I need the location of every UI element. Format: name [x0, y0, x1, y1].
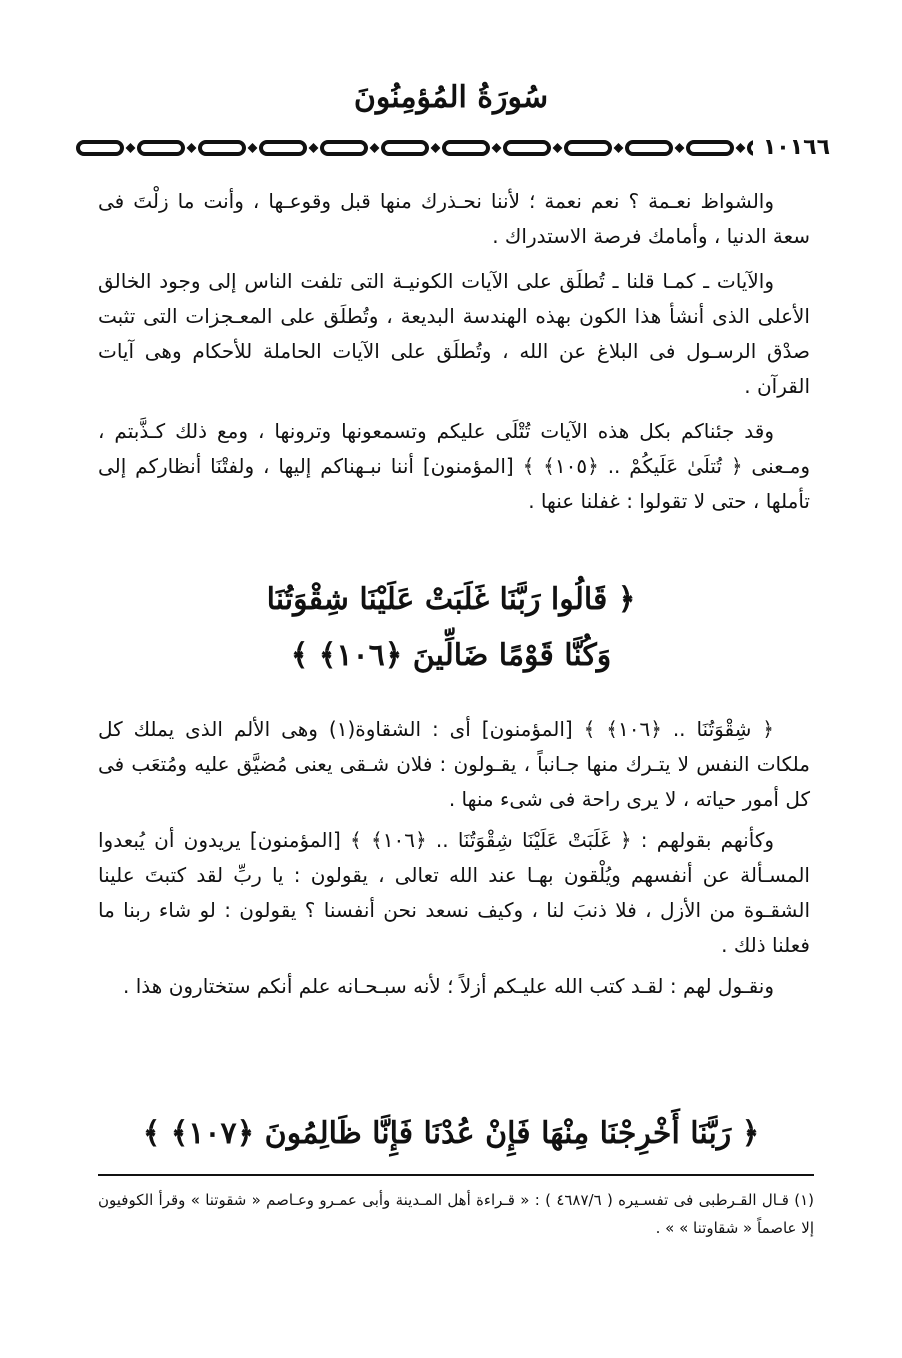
chain-diamond [553, 143, 563, 153]
decorative-header-band [72, 130, 840, 166]
chain-link [566, 142, 610, 154]
paragraph-3: وقد جئناكم بكل هذه الآيات تُتْلَى عليكم وتسمعونها وترونها ، ومع ذلك كـذَّبتم ، ومـعنى ﴿ تُتلَىٰ عَلَيكُمْ .. ﴿١٠٥﴾ ﴾ [المؤمنون] أننا نبـهناكم إليها ، ولفتْنَا أنظاركم إلى تأملها ، حتى لا تقولوا : غفلنا عنها . [98, 419, 810, 513]
chain-diamond [736, 143, 746, 153]
chain-diamond [614, 143, 624, 153]
verse-106-line-2: وَكُنَّا قَوْمًا ضَالِّينَ ﴿١٠٦﴾ ﴾ [290, 638, 612, 673]
chain-diamond [431, 143, 441, 153]
ornamental-chain-border [72, 130, 840, 166]
page-number: ١٠١٦٦ [753, 130, 840, 166]
paragraph-5: وكأنهم بقولهم : ﴿ غَلَبَتْ عَلَيْنَا شِقْوَتُنَا .. ﴿١٠٦﴾ ﴾ [المؤمنون] يريدون أن يُبعدوا المسـألة عن أنفسهم ويُلْقون بهـا عند الله تعالى ، يقولون : يا ربِّ لقد كتبتَ علينا الشقـوة من الأزل ، فلا ذنبَ لنا ، وكيف نسعد نحن أنفسنا ؟ يقولون : لو شاء ربنا ما فعلنا ذلك . [98, 828, 810, 957]
footnote-divider [98, 1174, 814, 1176]
chain-link [444, 142, 488, 154]
chain-diamond [126, 143, 136, 153]
chain-link [383, 142, 427, 154]
verse-106 [0, 572, 902, 684]
chain-diamond [492, 143, 502, 153]
chain-diamond [370, 143, 380, 153]
verse-107: ﴿ رَبَّنَا أَخْرِجْنَا مِنْهَا فَإِنْ عُدْنَا فَإِنَّا ظَالِمُونَ ﴿١٠٧﴾ ﴾ [142, 1116, 760, 1151]
verse-106-line-1: ﴿ قَالُوا رَبَّنَا غَلَبَتْ عَلَيْنَا شِقْوَتُنَا [266, 582, 636, 617]
paragraph-2: والآيات ـ كمـا قلنا ـ تُطلَق على الآيات الكونيـة التى تلفت الناس إلى وجود الخالق الأعلى الذى أنشأ هذا الكون بهذه الهندسة البديعة ، وتُطلَق على المعـجزات التى تثبت صدْق الرسـول فى البلاغ عن الله ، وتُطلَق على الآيات الحاملة للأحكام وهى آيات القرآن . [98, 269, 810, 398]
chain-diamond [675, 143, 685, 153]
paragraph-4: ﴿ شِقْوَتُنَا .. ﴿١٠٦﴾ ﴾ [المؤمنون] أى : الشقاوة(١) وهى الألم الذى يملك كل ملكات النفس لا يتـرك منها جـانباً ، يقـولون : فلان شـقى يعنى مُضيَّق عليه ومُتعَب فى كل أمور حياته ، لا يرى راحة فى شىء منها . [98, 717, 810, 811]
chain-link [78, 142, 122, 154]
chain-diamond [187, 143, 197, 153]
chain-link [200, 142, 244, 154]
chain-link [688, 142, 732, 154]
footnote-1: (١) قـال القـرطبى فى تفسـيره ( ٤٦٨٧/٦ ) : « قـراءة أهل المـدينة وأبى عمـرو وعـاصم « شقوتنا » وقرأ الكوفيون إلا عاصماً « شقاوتنا » » . [98, 1191, 815, 1237]
chain-diamond [309, 143, 319, 153]
chain-link [627, 142, 671, 154]
chain-link [139, 142, 183, 154]
chain-link [261, 142, 305, 154]
chain-link [322, 142, 366, 154]
surah-title: سُورَةُ المُؤمِنُونَ [353, 80, 549, 115]
paragraph-6: ونقـول لهم : لقـد كتب الله عليـكم أزلاً ؛ لأنه سبـحـانه علم أنكم ستختارون هذا . [123, 974, 774, 998]
chain-diamond [248, 143, 258, 153]
commentary-body [98, 184, 810, 529]
paragraph-1: والشواظ نعـمة ؟ نعم نعمة ؛ لأننا نحـذرك منها قبل وقوعـها ، وأنت ما زلْتَ فى سعة الدنيا ، وأمامك فرصة الاستدراك . [98, 189, 810, 248]
commentary-body-continued [98, 712, 810, 1010]
chain-link [505, 142, 549, 154]
